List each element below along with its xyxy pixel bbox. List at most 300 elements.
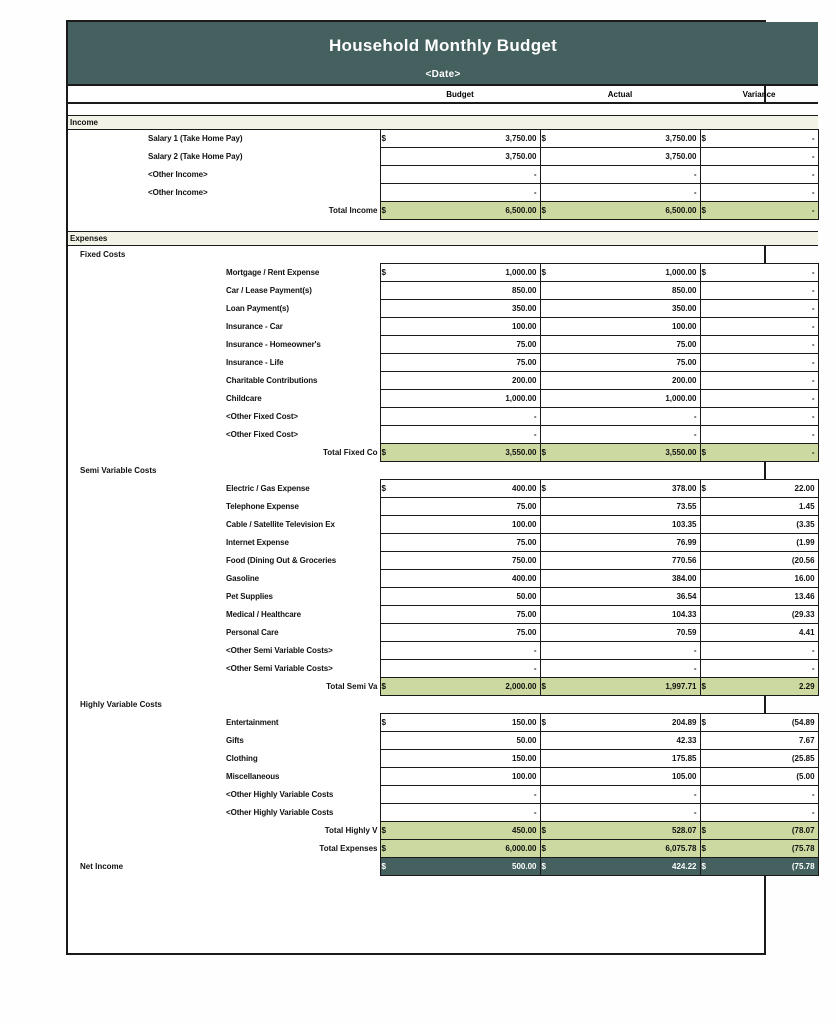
currency-symbol: [380, 282, 394, 300]
indent-cell: [78, 660, 146, 678]
actual-value[interactable]: -: [554, 642, 700, 660]
currency-symbol: [700, 660, 714, 678]
budget-value[interactable]: 50.00: [394, 588, 540, 606]
table-row: [68, 354, 818, 372]
total-expenses-variance: (75.78: [714, 840, 818, 858]
indent-cell: [68, 426, 78, 444]
budget-value[interactable]: 75.00: [394, 624, 540, 642]
row-label: Gasoline: [226, 574, 259, 583]
indent-cell: [78, 264, 146, 282]
total-expenses-budget: 6,000.00: [394, 840, 540, 858]
indent-cell: [146, 498, 224, 516]
indent-cell: [78, 480, 146, 498]
indent-cell: [78, 498, 146, 516]
indent-cell: [146, 300, 224, 318]
currency-symbol: [700, 804, 714, 822]
budget-value[interactable]: 100.00: [394, 516, 540, 534]
currency-symbol: [380, 534, 394, 552]
indent-cell: [78, 184, 146, 202]
budget-sheet: [66, 20, 815, 955]
variance-value: -: [714, 660, 818, 678]
row-label: <Other Highly Variable Costs: [226, 808, 334, 817]
indent-cell: [68, 678, 78, 696]
budget-value[interactable]: 850.00: [394, 282, 540, 300]
indent-cell: [146, 840, 224, 858]
currency-symbol: [540, 184, 554, 202]
currency-symbol: [700, 426, 714, 444]
actual-value[interactable]: -: [554, 184, 700, 202]
indent-cell: [78, 570, 146, 588]
budget-value[interactable]: 75.00: [394, 336, 540, 354]
indent-cell: [146, 678, 224, 696]
row-label: Pet Supplies: [226, 592, 273, 601]
currency-symbol: [540, 642, 554, 660]
actual-value[interactable]: -: [554, 426, 700, 444]
total-fixed-costs-row: [68, 444, 818, 462]
row-label: Personal Care: [226, 628, 279, 637]
row-label: Entertainment: [226, 718, 279, 727]
actual-value[interactable]: 200.00: [554, 372, 700, 390]
indent-cell: [68, 750, 78, 768]
indent-cell: [78, 282, 146, 300]
table-row: [68, 786, 818, 804]
indent-cell: [146, 660, 224, 678]
indent-cell: [68, 184, 78, 202]
indent-cell: [68, 462, 78, 480]
actual-value[interactable]: 75.00: [554, 354, 700, 372]
table-row: [68, 426, 818, 444]
indent-cell: [78, 130, 146, 148]
currency-symbol: [380, 184, 394, 202]
indent-cell: [78, 516, 146, 534]
variance-value: -: [714, 318, 818, 336]
actual-value[interactable]: -: [554, 804, 700, 822]
indent-cell: [146, 732, 224, 750]
currency-symbol: [380, 588, 394, 606]
variance-value: 22.00: [714, 480, 818, 498]
semi-variable-group-label: Semi Variable Costs: [80, 466, 157, 475]
variance-value: -: [714, 184, 818, 202]
total-highly-variance: (78.07: [714, 822, 818, 840]
row-label: Childcare: [226, 394, 262, 403]
actual-value[interactable]: 104.33: [554, 606, 700, 624]
budget-value[interactable]: -: [394, 166, 540, 184]
actual-value[interactable]: -: [554, 660, 700, 678]
currency-symbol: $: [380, 130, 394, 148]
table-row: [68, 750, 818, 768]
total-fixed-costs-label: Total Fixed Co: [322, 448, 378, 457]
currency-symbol: [380, 300, 394, 318]
income-section-band: Income: [68, 116, 818, 130]
spacer-cell: [68, 103, 818, 116]
row-label: <Other Fixed Cost>: [226, 412, 298, 421]
indent-cell: [146, 480, 224, 498]
actual-value[interactable]: 384.00: [554, 570, 700, 588]
table-row: [68, 552, 818, 570]
actual-value[interactable]: 75.00: [554, 336, 700, 354]
indent-cell: [68, 516, 78, 534]
currency-symbol: [700, 516, 714, 534]
currency-symbol: $: [380, 202, 394, 220]
total-semi-variance: 2.29: [714, 678, 818, 696]
currency-symbol: [380, 390, 394, 408]
total-expenses-actual: 6,075.78: [554, 840, 700, 858]
currency-symbol: [540, 166, 554, 184]
actual-value[interactable]: 73.55: [554, 498, 700, 516]
highly-variable-group-row: [68, 696, 818, 714]
variance-value: -: [714, 354, 818, 372]
actual-value[interactable]: 850.00: [554, 282, 700, 300]
total-semi-variable-row: [68, 678, 818, 696]
currency-symbol: $: [540, 130, 554, 148]
row-label: Insurance - Homeowner's: [226, 340, 321, 349]
currency-symbol: [540, 408, 554, 426]
variance-value: -: [714, 264, 818, 282]
indent-cell: [78, 714, 146, 732]
currency-symbol: $: [700, 822, 714, 840]
indent-cell: [78, 804, 146, 822]
actual-value[interactable]: 103.35: [554, 516, 700, 534]
currency-symbol: [380, 516, 394, 534]
actual-value[interactable]: 36.54: [554, 588, 700, 606]
semi-variable-group-row: [68, 462, 818, 480]
row-label: Clothing: [226, 754, 258, 763]
actual-value[interactable]: 378.00: [554, 480, 700, 498]
indent-cell: [78, 840, 146, 858]
budget-value[interactable]: 150.00: [394, 714, 540, 732]
table-row: [68, 282, 818, 300]
indent-cell: [146, 354, 224, 372]
indent-cell: [68, 480, 78, 498]
fixed-costs-group-row: [68, 246, 818, 264]
budget-value[interactable]: 100.00: [394, 768, 540, 786]
indent-cell: [146, 408, 224, 426]
indent-cell: [146, 822, 224, 840]
currency-symbol: [540, 732, 554, 750]
row-label: Mortgage / Rent Expense: [226, 268, 320, 277]
table-row: [68, 480, 818, 498]
indent-cell: [146, 372, 224, 390]
actual-value[interactable]: 70.59: [554, 624, 700, 642]
income-section-band-row: [68, 116, 818, 130]
currency-symbol: $: [700, 444, 714, 462]
indent-cell: [68, 498, 78, 516]
indent-cell: [78, 606, 146, 624]
currency-symbol: [700, 300, 714, 318]
actual-value[interactable]: -: [554, 408, 700, 426]
currency-symbol: [700, 768, 714, 786]
indent-cell: [146, 570, 224, 588]
indent-cell: [68, 390, 78, 408]
table-row: [68, 570, 818, 588]
variance-value: -: [714, 786, 818, 804]
currency-symbol: [700, 282, 714, 300]
budget-value[interactable]: -: [394, 660, 540, 678]
table-row: [68, 642, 818, 660]
indent-cell: [78, 768, 146, 786]
total-fixed-budget: 3,550.00: [394, 444, 540, 462]
actual-value[interactable]: 1,000.00: [554, 390, 700, 408]
indent-cell: [68, 246, 78, 264]
budget-value[interactable]: 75.00: [394, 498, 540, 516]
budget-value[interactable]: 100.00: [394, 318, 540, 336]
actual-value[interactable]: 350.00: [554, 300, 700, 318]
currency-symbol: $: [700, 130, 714, 148]
total-fixed-variance: -: [714, 444, 818, 462]
variance-value: -: [714, 300, 818, 318]
currency-symbol: [700, 606, 714, 624]
currency-symbol: $: [380, 678, 394, 696]
indent-cell: [146, 804, 224, 822]
currency-symbol: [700, 354, 714, 372]
currency-symbol: [380, 570, 394, 588]
actual-value[interactable]: -: [554, 166, 700, 184]
currency-symbol: [380, 642, 394, 660]
indent-cell: [68, 300, 78, 318]
table-row: [68, 130, 818, 148]
budget-value[interactable]: 750.00: [394, 552, 540, 570]
total-highly-actual: 528.07: [554, 822, 700, 840]
indent-cell: [68, 372, 78, 390]
indent-cell: [68, 804, 78, 822]
indent-cell: [146, 606, 224, 624]
variance-value: -: [714, 372, 818, 390]
indent-cell: [78, 750, 146, 768]
currency-symbol: [380, 552, 394, 570]
row-label: Salary 2 (Take Home Pay): [148, 152, 243, 161]
currency-symbol: $: [700, 714, 714, 732]
table-row: [68, 534, 818, 552]
indent-cell: [78, 426, 146, 444]
table-row: [68, 804, 818, 822]
table-row: [68, 660, 818, 678]
actual-value[interactable]: 100.00: [554, 318, 700, 336]
variance-value: -: [714, 804, 818, 822]
indent-cell: [68, 444, 78, 462]
currency-symbol: $: [380, 444, 394, 462]
row-label: Cable / Satellite Television Ex: [226, 520, 335, 529]
currency-symbol: $: [380, 840, 394, 858]
bottom-spacer-row: [68, 876, 818, 917]
indent-cell: [68, 148, 78, 166]
indent-cell: [78, 534, 146, 552]
budget-value[interactable]: 150.00: [394, 750, 540, 768]
budget-value[interactable]: 3,750.00: [394, 130, 540, 148]
currency-symbol: [380, 318, 394, 336]
currency-symbol: [700, 624, 714, 642]
actual-value[interactable]: 42.33: [554, 732, 700, 750]
currency-symbol: $: [380, 822, 394, 840]
table-row: [68, 624, 818, 642]
total-expenses-row: [68, 840, 818, 858]
currency-symbol: [700, 642, 714, 660]
budget-value[interactable]: -: [394, 642, 540, 660]
currency-symbol: [380, 624, 394, 642]
currency-symbol: [380, 372, 394, 390]
currency-symbol: $: [540, 444, 554, 462]
table-row: [68, 318, 818, 336]
row-label: Internet Expense: [226, 538, 289, 547]
indent-cell: [68, 696, 78, 714]
budget-value[interactable]: -: [394, 426, 540, 444]
net-income-actual: 424.22: [554, 858, 700, 876]
indent-cell: [68, 282, 78, 300]
currency-symbol: [700, 390, 714, 408]
actual-value[interactable]: 3,750.00: [554, 130, 700, 148]
actual-value[interactable]: 770.56: [554, 552, 700, 570]
table-row: [68, 336, 818, 354]
variance-value: (29.33: [714, 606, 818, 624]
currency-symbol: $: [380, 714, 394, 732]
indent-cell: [78, 318, 146, 336]
actual-value[interactable]: -: [554, 786, 700, 804]
row-label: Salary 1 (Take Home Pay): [148, 134, 243, 144]
indent-cell: [68, 606, 78, 624]
currency-symbol: [380, 166, 394, 184]
spacer: [68, 103, 818, 116]
total-semi-actual: 1,997.71: [554, 678, 700, 696]
currency-symbol: [540, 354, 554, 372]
total-income-actual: 6,500.00: [554, 202, 700, 220]
currency-symbol: [700, 148, 714, 166]
indent-cell: [68, 624, 78, 642]
table-row: [68, 516, 818, 534]
row-label: Telephone Expense: [226, 502, 299, 511]
variance-value: (54.89: [714, 714, 818, 732]
indent-cell: [146, 588, 224, 606]
currency-symbol: [540, 148, 554, 166]
table-row: [68, 166, 818, 184]
table-row: [68, 588, 818, 606]
actual-value[interactable]: 76.99: [554, 534, 700, 552]
indent-cell: [68, 166, 78, 184]
currency-symbol: $: [700, 678, 714, 696]
actual-value[interactable]: 175.85: [554, 750, 700, 768]
currency-symbol: $: [540, 202, 554, 220]
currency-symbol: [700, 408, 714, 426]
indent-cell: [146, 318, 224, 336]
row-label: Miscellaneous: [226, 772, 280, 781]
indent-cell: [68, 534, 78, 552]
budget-value[interactable]: 3,750.00: [394, 148, 540, 166]
indent-cell: [68, 768, 78, 786]
budget-value[interactable]: -: [394, 184, 540, 202]
net-income-variance: (75.78: [714, 858, 818, 876]
budget-value[interactable]: -: [394, 804, 540, 822]
indent-cell: [78, 166, 146, 184]
currency-symbol: [700, 372, 714, 390]
currency-symbol: $: [540, 840, 554, 858]
indent-cell: [146, 534, 224, 552]
currency-symbol: [380, 498, 394, 516]
variance-value: -: [714, 148, 818, 166]
table-row: [68, 408, 818, 426]
highly-variable-group-label: Highly Variable Costs: [80, 700, 162, 709]
table-row: [68, 390, 818, 408]
actual-value[interactable]: 3,750.00: [554, 148, 700, 166]
net-income-budget: 500.00: [394, 858, 540, 876]
table-row: [68, 498, 818, 516]
indent-cell: [146, 750, 224, 768]
row-label: <Other Highly Variable Costs: [226, 790, 334, 799]
table-row: [68, 184, 818, 202]
indent-cell: [146, 444, 224, 462]
budget-value[interactable]: 50.00: [394, 732, 540, 750]
variance-value: -: [714, 166, 818, 184]
row-label: Food (Dining Out & Groceries: [226, 556, 337, 565]
title-row: [68, 22, 818, 64]
row-label: Car / Lease Payment(s): [226, 286, 312, 295]
indent-cell: [68, 588, 78, 606]
row-label: Medical / Healthcare: [226, 610, 301, 619]
indent-cell: [78, 786, 146, 804]
currency-symbol: [380, 804, 394, 822]
currency-symbol: [540, 498, 554, 516]
budget-value[interactable]: 75.00: [394, 606, 540, 624]
budget-value[interactable]: 1,000.00: [394, 390, 540, 408]
table-row: [68, 300, 818, 318]
indent-cell: [146, 426, 224, 444]
currency-symbol: [540, 606, 554, 624]
actual-value[interactable]: 1,000.00: [554, 264, 700, 282]
currency-symbol: $: [540, 678, 554, 696]
budget-value[interactable]: 400.00: [394, 570, 540, 588]
budget-value[interactable]: -: [394, 408, 540, 426]
currency-symbol: [540, 750, 554, 768]
currency-symbol: [540, 786, 554, 804]
indent-cell: [68, 840, 78, 858]
currency-symbol: $: [540, 480, 554, 498]
budget-value[interactable]: 1,000.00: [394, 264, 540, 282]
currency-symbol: $: [540, 264, 554, 282]
budget-value[interactable]: -: [394, 786, 540, 804]
currency-symbol: [700, 786, 714, 804]
total-income-budget: 6,500.00: [394, 202, 540, 220]
currency-symbol: [700, 498, 714, 516]
currency-symbol: $: [380, 264, 394, 282]
table-row: [68, 714, 818, 732]
budget-value[interactable]: 400.00: [394, 480, 540, 498]
currency-symbol: [540, 768, 554, 786]
budget-table: [68, 22, 819, 916]
currency-symbol: [380, 426, 394, 444]
variance-value: -: [714, 642, 818, 660]
budget-value[interactable]: 350.00: [394, 300, 540, 318]
currency-symbol: [380, 336, 394, 354]
currency-symbol: [380, 786, 394, 804]
currency-symbol: [540, 336, 554, 354]
total-highly-variable-label: Total Highly V: [324, 826, 378, 835]
actual-value[interactable]: 105.00: [554, 768, 700, 786]
currency-symbol: [380, 354, 394, 372]
indent-cell: [68, 732, 78, 750]
currency-symbol: [540, 318, 554, 336]
budget-value[interactable]: 200.00: [394, 372, 540, 390]
date-placeholder[interactable]: <Date>: [68, 64, 818, 85]
indent-cell: [68, 822, 78, 840]
budget-value[interactable]: 75.00: [394, 534, 540, 552]
indent-cell: [68, 714, 78, 732]
indent-cell: [146, 282, 224, 300]
total-income-label: Total Income: [328, 206, 378, 215]
indent-cell: [78, 408, 146, 426]
blank-header: [68, 85, 380, 103]
indent-cell: [78, 624, 146, 642]
actual-value[interactable]: 204.89: [554, 714, 700, 732]
budget-value[interactable]: 75.00: [394, 354, 540, 372]
indent-cell: [78, 642, 146, 660]
date-row: [68, 64, 818, 85]
